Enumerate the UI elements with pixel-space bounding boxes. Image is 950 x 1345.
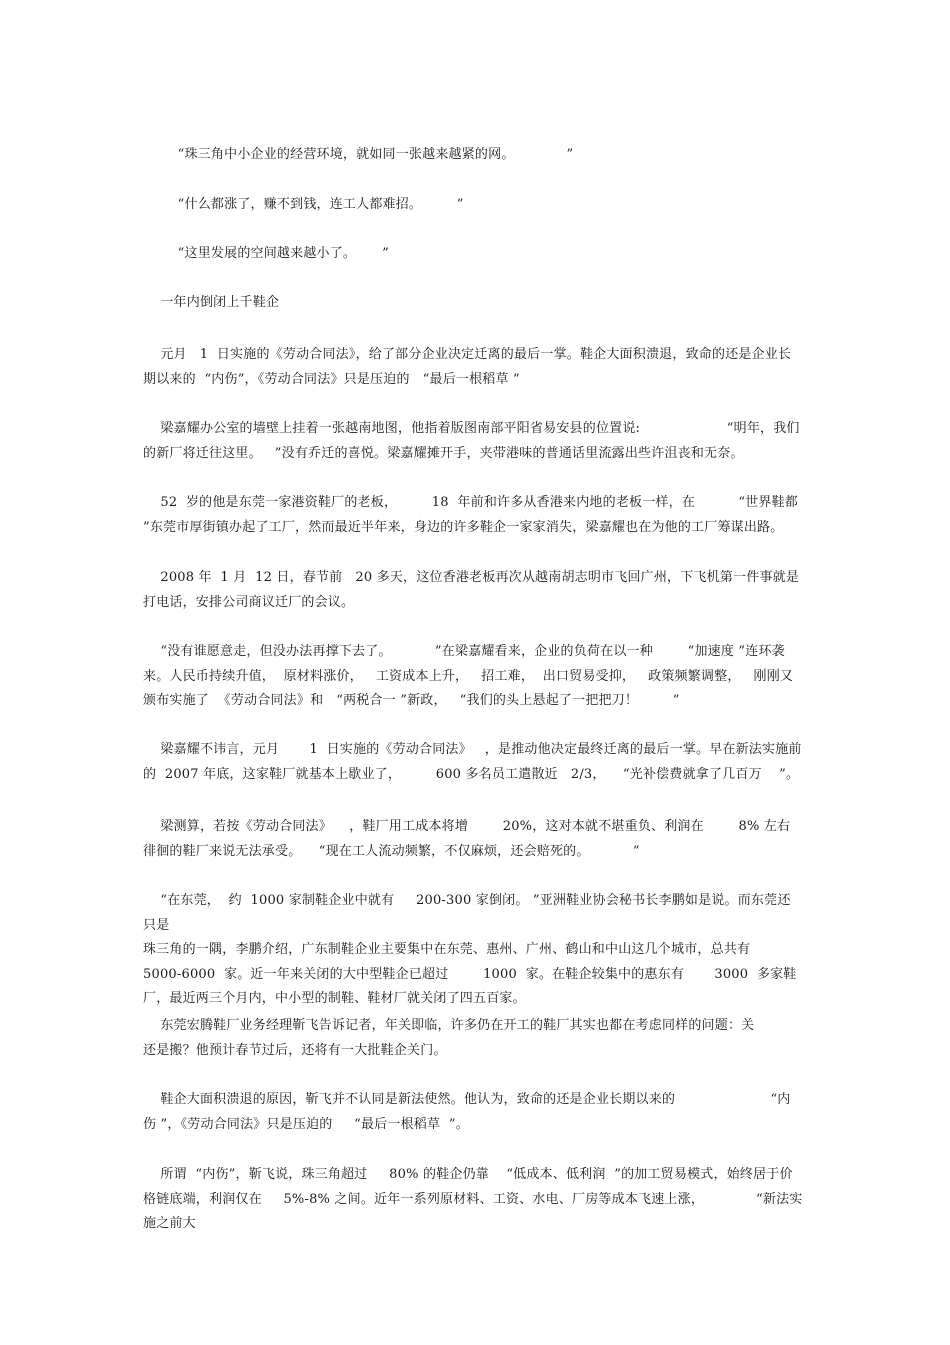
body-paragraph-4: 2008 年 1 月 12 日，春节前 20 多天，这位香港老板再次从越南胡志明市飞回广州，下飞机第一件事就是 打电话，安排公司商议迁厂的会议。	[143, 570, 800, 610]
body-paragraph-9: 东莞宏腾鞋厂业务经理靳飞告诉记者，年关即临，许多仍在开工的鞋厂其实也都在考虑同样的问题：关 还是搬？他预计春节过后，还将有一大批鞋企关门。	[143, 1018, 755, 1058]
section-heading: 一年内倒闭上千鞋企	[143, 295, 280, 310]
body-paragraph-7: 梁测算，若按《劳动合同法》 ，鞋厂用工成本将增 20%，这对本就不堪重负、利润在 8% 左右徘徊的鞋厂来说无法承受。 “现在工人流动频繁，不仅麻烦，还会赔死的。 ”	[143, 819, 791, 859]
quote-paragraph-2: “什么都涨了，赚不到钱，连工人都难招。 ”	[143, 197, 464, 212]
body-paragraph-8: “在东莞， 约 1000 家制鞋企业中就有 200-300 家倒闭。 ”亚洲鞋业协会秘书长李鹏如是说。而东莞还只是 珠三角的一隅，李鹏介绍，广东制鞋企业主要集中在东莞、惠州、广州、鹤山和中山这几个城市，总共有 5000-6000 家。近一年来关闭的大中型鞋企已超过 1000 家。在鞋企较集中的惠东有 3000 多家鞋厂，最近两三个月内，中小型的制鞋、鞋材厂就关闭了四五百家。	[143, 893, 797, 1006]
body-paragraph-5: “没有谁愿意走，但没办法再撑下去了。 ”在梁嘉耀看来，企业的负荷在以一种 “加速度 ”连环袭来。人民币持续升值， 原材料涨价， 工资成本上升， 招工难， 出口贸易受抑， 政策频繁调整， 刚刚又颁布实施了 《劳动合同法》和 “两税合一 ”新政， “我们的头上悬起了一把把刀！ ”	[143, 644, 794, 708]
body-paragraph-10: 鞋企大面积溃退的原因，靳飞并不认同是新法使然。他认为，致命的还是企业长期以来的 “内伤 ”，《劳动合同法》只是压迫的 “最后一根稻草 ”。	[143, 1092, 791, 1132]
body-paragraph-3: 52 岁的他是东莞一家港资鞋厂的老板， 18 年前和许多从香港来内地的老板一样，在 “世界鞋都 ”东莞市厚街镇办起了工厂，然而最近半年来，身边的许多鞋企一家家消失，梁嘉耀也在为他的工厂筹谋出路。	[143, 495, 803, 535]
quote-paragraph-1: “珠三角中小企业的经营环境，就如同一张越来越紧的网。 ”	[143, 147, 574, 162]
quote-paragraph-3: “这里发展的空间越来越小了。 ”	[143, 246, 389, 261]
body-paragraph-1: 元月 1 日实施的《劳动合同法》，给了部分企业决定迁离的最后一掌。鞋企大面积溃退，致命的还是企业长期以来的 “内伤”，《劳动合同法》只是压迫的 “最后一根稻草 ”	[143, 347, 792, 387]
body-paragraph-11: 所谓 “内伤”，靳飞说，珠三角超过 80% 的鞋企仍靠 “低成本、低利润 ”的加工贸易模式，始终居于价格链底端，利润仅在 5%-8% 之间。近年一系列原材料、工资、水电、厂房等成本飞速上涨， “新法实施之前大	[143, 1167, 803, 1231]
body-paragraph-2: 梁嘉耀办公室的墙壁上挂着一张越南地图，他指着版图南部平阳省易安县的位置说: “明年，我们的新厂将迁往这里。 ”没有乔迁的喜悦。梁嘉耀摊开手，夹带港味的普通话里流露出些许沮丧和无奈。	[143, 421, 800, 461]
body-paragraph-6: 梁嘉耀不讳言，元月 1 日实施的《劳动合同法》 ，是推动他决定最终迁离的最后一掌。早在新法实施前 的 2007 年底，这家鞋厂就基本上歇业了， 600 多名员工遣散近 2/3， “光补偿费就拿了几百万 ”。	[143, 742, 802, 782]
